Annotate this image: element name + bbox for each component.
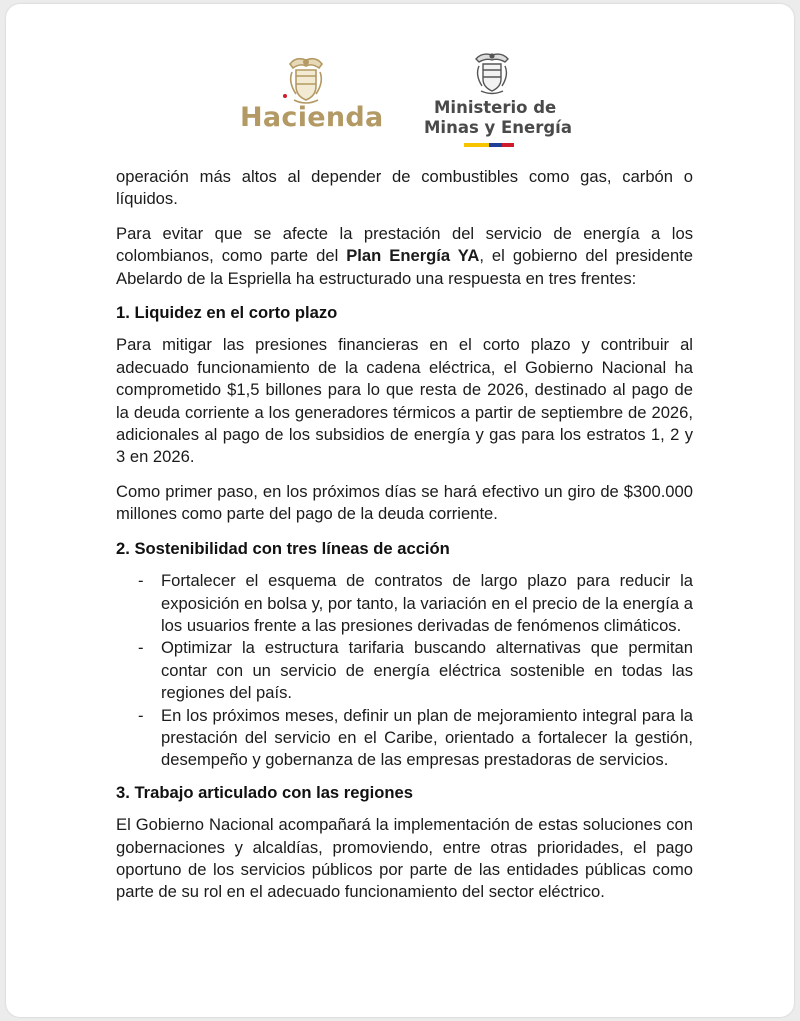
list-item-text: Fortalecer el esquema de contratos de largo plazo para reducir la exposición en bolsa y, por tanto, la variación en el precio de la energía a los usuarios frente a las presiones derivadas de fenómenos climáticos. — [161, 571, 693, 635]
red-dot-accent — [283, 94, 287, 98]
hacienda-wordmark: Hacienda — [240, 102, 384, 133]
paragraph-intro — [116, 223, 693, 290]
minas-energia-logo — [416, 50, 576, 154]
plan-name: Plan Energía YA — [346, 246, 480, 266]
letterhead — [6, 4, 794, 154]
document-page — [6, 4, 794, 1017]
coat-of-arms-icon — [470, 50, 514, 96]
bullet-dash: - — [138, 638, 144, 658]
list-item-text: En los próximos meses, definir un plan de mejoramiento integral para la prestación del servicio en el Caribe, orientado a fortalecer la gestión, desempeño y gobernanza de las empresas prestadoras de servicios. — [161, 705, 693, 770]
ministry-name-line1: Ministerio de — [434, 98, 557, 117]
intro-text-end: , el gobierno del presidente Abelardo de la Espriella ha estructurado una respuesta en tres frentes: — [116, 246, 694, 288]
colombia-flag-stripe — [464, 143, 514, 147]
section-heading-liquidity: 1. Liquidez en el corto plazo — [116, 303, 338, 323]
list-item — [138, 637, 693, 704]
coat-of-arms-icon — [282, 54, 330, 106]
paragraph-first-step: Como primer paso, en los próximos días se hará efectivo un giro de $300.000 millones como parte del pago de la deuda corriente. — [116, 481, 693, 524]
ministry-name-line2: Minas y Energía — [424, 118, 572, 137]
list-item-text: Optimizar la estructura tarifaria buscando alternativas que permitan contar con un servicio de energía eléctrica sostenible en todas las regiones del país. — [161, 638, 693, 703]
bullet-dash: - — [138, 571, 144, 591]
intro-text: Para evitar que se afecte la prestación del servicio de energía a los colombianos, como parte del — [116, 223, 693, 266]
list-item — [138, 705, 693, 772]
section-heading-sustainability: 2. Sostenibilidad con tres líneas de acción — [116, 538, 450, 558]
section-heading-regions: 3. Trabajo articulado con las regiones — [116, 782, 413, 802]
action-lines-list — [116, 570, 693, 772]
paragraph-liquidity: Para mitigar las presiones financieras en el corto plazo y contribuir al adecuado funcionamiento de la cadena eléctrica, el Gobierno Nacional ha comprometido $1,5 billones para lo que resta de 2026, destinado al pago de la deuda corriente a los generadores térmicos a partir de septiembre de 2026, adicionales al pago de los subsidios de energía y gas para los estratos 1, 2 y 3 en 2026. — [116, 335, 693, 467]
bullet-dash: - — [138, 705, 144, 725]
paragraph-continued: operación más altos al depender de combustibles como gas, carbón o líquidos. — [116, 167, 693, 209]
paragraph-regions: El Gobierno Nacional acompañará la implementación de estas soluciones con gobernaciones y alcaldías, promoviendo, entre otras prioridades, el pago oportuno de los servicios públicos por parte de las entidades públicas como parte de su rol en el adecuado funcionamiento del sector eléctrico. — [116, 815, 693, 902]
list-item — [138, 570, 693, 637]
document-body — [116, 166, 693, 916]
hacienda-logo — [240, 54, 384, 146]
